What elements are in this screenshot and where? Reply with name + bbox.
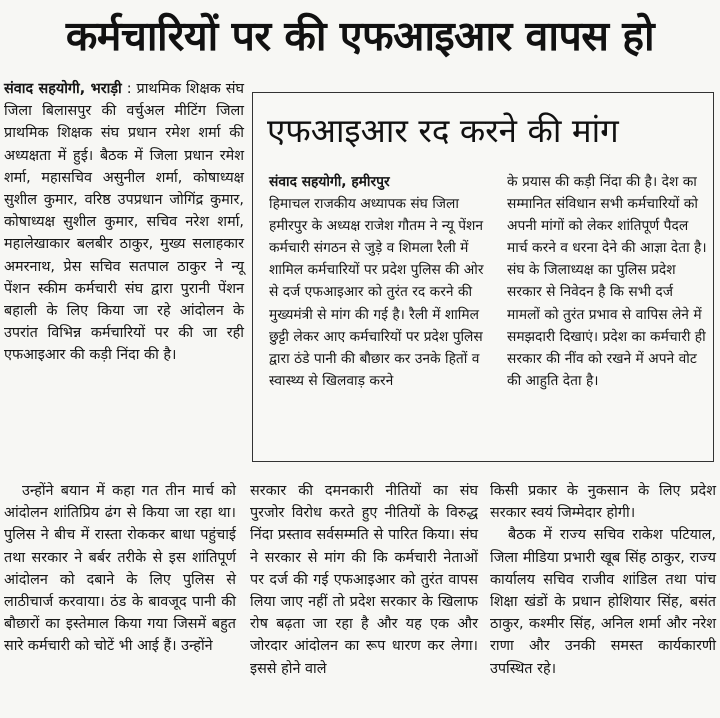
main-article-text-4a: किसी प्रकार के नुकसान के लिए प्रदेश सरकार स्वयं जिम्मेदार होगी। [490,483,716,522]
boxed-article-text-right: के प्रयास की कड़ी निंदा की है। देश का सम्मानित संविधान सभी कर्मचारियों को अपनी मांगों को लेकर शांतिपूर्ण पैदल मार्च करने व धरना देने की आज्ञा देता है। संघ के जिलाध्यक्ष का पुलिस प्रदेश सरकार से निवेदन है कि सभी दर्ज मामलों को तुरंत प्रभाव से वापिस लेने में समझदारी दिखाएं। प्रदेश का कर्मचारी ही सरकार की नींव को रखने में अपने वोट की आहुति देता है। [507,174,707,389]
main-article-text-1: प्राथमिक शिक्षक संघ जिला बिलासपुर की वर्चुअल मीटिंग जिला प्राथमिक शिक्षक संघ प्रधान रमेश शर्मा की अध्यक्षता में हुई। बैठक में जिला प्रधान रमेश शर्मा, महासचिव असुनील शर्मा, कोषाध्यक्ष सुशील कुमार, वरिष्ठ उपप्रधान जोगिंद्र कुमार, कोषाध्यक्ष सुशील कुमार, सचिव नरेश शर्मा, महालेखाकार बलबीर ठाकुर, मुख्य सलाहकार अमरनाथ, प्रेस सचिव सतपाल ठाकुर ने न्यू पेंशन स्कीम कर्मचारी संघ द्वारा पुरानी पेंशन बहाली के लिए किया जा रहे आंदोलन के उपरांत विभिन्न कर्मचारियों पर की जा रही एफआइआर की कड़ी निंदा की है। [4,81,245,364]
boxed-article [252,92,714,462]
main-article-dateline: संवाद सहयोगी, भराड़ी [4,81,122,97]
boxed-article-dateline: संवाद सहयोगी, हमीरपुर [269,174,390,190]
boxed-article-column-right [507,171,707,392]
boxed-article-title: एफआइआर रद करने की मांग [267,111,619,150]
boxed-article-text-left: हिमाचल राजकीय अध्यापक संघ जिला हमीरपुर के अध्यक्ष राजेश गौतम ने न्यू पेंशन कर्मचारी संगठन से जुड़े व शिमला रैली में शामिल कर्मचारियों पर प्रदेश पुलिस की ओर से दर्ज एफआइआर को तुरंत रद करने की मुख्यमंत्री से मांग की गई है। रैली में शामिल छुट्टी लेकर आए कर्मचारियों पर प्रदेश पुलिस द्वारा ठंडे पानी की बौछार कर उनके हितों व स्वास्थ्य से खिलवाड़ करने [269,196,484,389]
main-article-column-1: संवाद सहयोगी, भराड़ी : प्राथमिक शिक्षक संघ जिला बिलासपुर की वर्चुअल मीटिंग जिला प्राथमिक शिक्षक संघ प्रधान रमेश शर्मा की अध्यक्षता में हुई। बैठक में जिला प्रधान रमेश शर्मा, महासचिव असुनील शर्मा, कोषाध्यक्ष सुशील कुमार, वरिष्ठ उपप्रधान जोगिंद्र कुमार, कोषाध्यक्ष सुशील कुमार, सचिव नरेश शर्मा, महालेखाकार बलबीर ठाकुर, मुख्य सलाहकार अमरनाथ, प्रेस सचिव सतपाल ठाकुर ने न्यू पेंशन स्कीम कर्मचारी संघ द्वारा पुरानी पेंशन बहाली के लिए किया जा रहे आंदोलन के उपरांत विभिन्न कर्मचारियों पर की जा रही एफआइआर की कड़ी निंदा की है। [4,81,245,364]
main-article-text-4b: बैठक में राज्य सचिव राकेश पटियाल, जिला मीडिया प्रभारी खूब सिंह ठाकुर, राज्य कार्यालय सचिव राजीव शांडिल तथा पांच शिक्षा खंडों के प्रधान होशियार सिंह, बसंत ठाकुर, कश्मीर सिंह, अनिल शर्मा और नरेश राणा और उनकी समस्त कार्यकारणी उपस्थित रहे। [490,527,716,677]
main-article-column-3 [250,480,478,680]
main-article-text-3: सरकार की दमनकारी नीतियों का संघ पुरजोर विरोध करते हुए नीतियों के विरुद्ध निंदा प्रस्ताव सर्वसम्मति से पारित किया। संघ ने सरकार से मांग की कि कर्मचारी नेताओं पर दर्ज की गई एफआइआर को तुरंत वापस लिया जाए नहीं तो प्रदेश सरकार के खिलाफ रोष बढ़ता जा रहा है और यह एक और जोरदार आंदोलन का रूप धारण कर लेगा। इससे होने वाले [250,483,478,677]
main-article-text-2: उन्होंने बयान में कहा गत तीन मार्च को आंदोलन शांतिप्रिय ढंग से किया जा रहा था। पुलिस ने बीच में रास्ता रोककर बाधा पहुंचाई तथा सरकार ने बर्बर तरीके से इस शांतिपूर्ण आंदोलन को दबाने के लिए पुलिस से लाठीचार्ज करवाया। ठंड के बावजूद पानी की बौछारों का इस्तेमाल किया गया जिसमें बहुत सारे कर्मचारी को चोटें भी आई हैं। उन्होंने [4,483,236,655]
main-article-column-4 [490,480,716,680]
boxed-article-column-left [269,171,495,392]
headline: कर्मचारियों पर की एफआइआर वापस हो [65,12,655,60]
main-article-column-2 [4,480,236,658]
